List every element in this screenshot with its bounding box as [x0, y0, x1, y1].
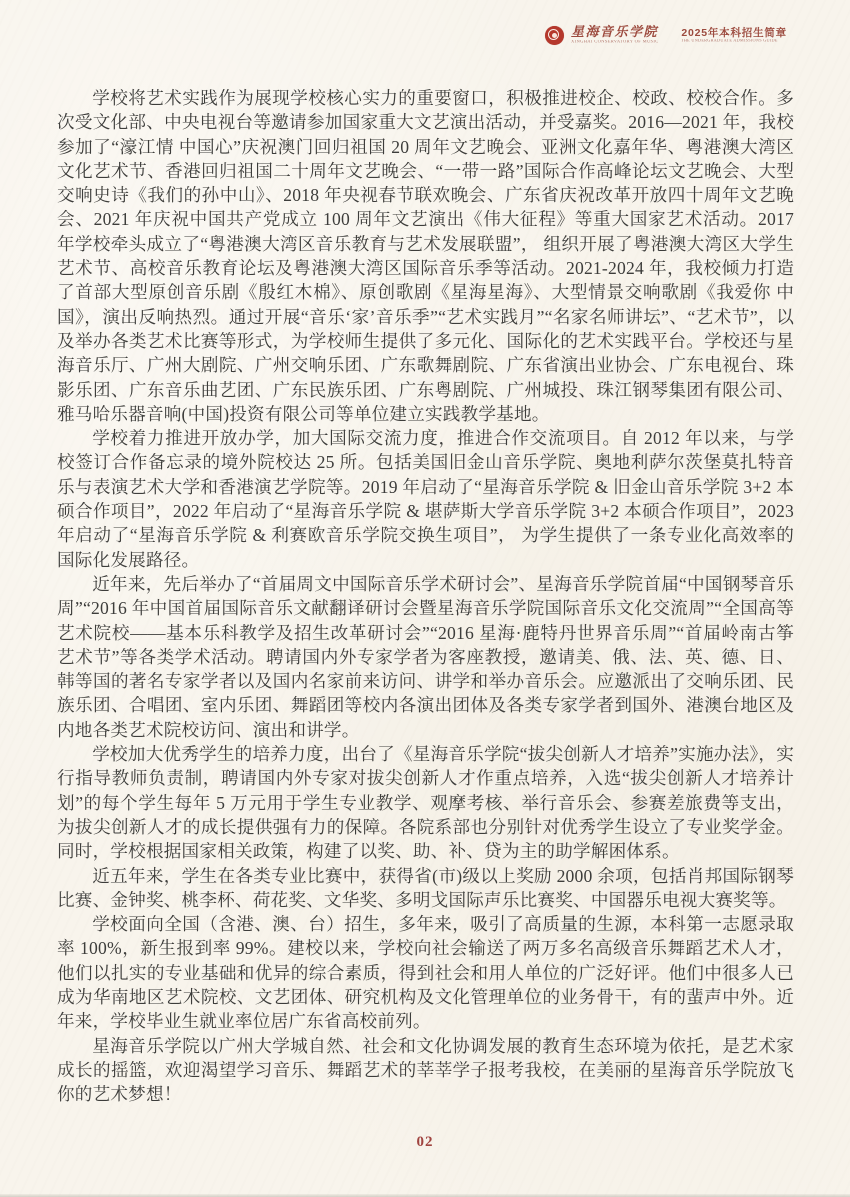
doc-title-chinese: 2025年本科招生简章	[681, 26, 787, 39]
paragraph-enrollment-quality: 学校面向全国（含港、澳、台）招生，多年来，吸引了高质量的生源，本科第一志愿录取率 100%，新生报到率 99%。建校以来，学校向社会输送了两万多名高级音乐舞蹈艺术人才，他们以扎实的专业基础和优异的综合素质，得到社会和用人单位的广泛好评。他们中很多人已成为华南地区艺术院校、文艺团体、研究机构及文化管理单位的业务骨干，有的蜚声中外。近年来，学校毕业生就业率位居广东省高校前列。	[57, 914, 794, 1032]
school-brand	[571, 26, 668, 45]
paragraph-closing-welcome: 星海音乐学院以广州大学城自然、社会和文化协调发展的教育生态环境为依托，是艺术家成长的摇篮，欢迎渴望学习音乐、舞蹈艺术的莘莘学子报考我校，在美丽的星海音乐学院放飞你的艺术梦想！	[57, 1035, 794, 1105]
paragraph-talent-cultivation: 学校加大优秀学生的培养力度，出台了《星海音乐学院“拔尖创新人才培养”实施办法》，实行指导教师负责制，聘请国内外专家对拔尖创新人才作重点培养，入选“拔尖创新人才培养计划”的每个学生每年 5 万元用于学生专业教学、观摩考核、举行音乐会、参赛差旅费等支出，为拔尖创新人才的成长提供强有力的保障。各院系部也分别针对优秀学生设立了专业奖学金。同时，学校根据国家相关政策，构建了以奖、助、补、贷为主的助学解困体系。	[57, 744, 794, 862]
school-name-english: XINGHAI CONSERVATORY OF MUSIC	[570, 39, 659, 45]
paragraph-art-practice: 学校将艺术实践作为展现学校核心实力的重要窗口，积极推进校企、校政、校校合作。多次受文化部、中央电视台等邀请参加国家重大文艺演出活动，并受嘉奖。2016—2021 年，我校参加了“濠江情 中国心”庆祝澳门回归祖国 20 周年文艺晚会、亚洲文化嘉年华、粤港澳大湾区文化艺术节、香港回归祖国二十周年文艺晚会、“一带一路”国际合作高峰论坛文艺晚会、大型交响史诗《我们的孙中山》、2018 年央视春节联欢晚会、广东省庆祝改革开放四十周年文艺晚会、2021 年庆祝中国共产党成立 100 周年文艺演出《伟大征程》等重大国家艺术活动。2017 年学校牵头成立了“粤港澳大湾区音乐教育与艺术发展联盟”， 组织开展了粤港澳大湾区大学生艺术节、高校音乐教育论坛及粤港澳大湾区国际音乐季等活动。2021-2024 年，我校倾力打造了首部大型原创音乐剧《殷红木棉》、原创歌剧《星海星海》、大型情景交响歌剧《我爱你 中国》，演出反响热烈。通过开展“音乐‘家’音乐季”“艺术实践月”“名家名师讲坛”、“艺术节”，以及举办各类艺术比赛等形式，为学校师生提供了多元化、国际化的艺术实践平台。学校还与星海音乐厅、广州大剧院、广州交响乐团、广东歌舞剧院、广东省演出业协会、广东电视台、珠影乐团、广东音乐曲艺团、广东民族乐团、广东粤剧院、广州城投、珠江钢琴集团有限公司、雅马哈乐器音响(中国)投资有限公司等单位建立实践教学基地。	[57, 88, 794, 424]
body-text	[57, 86, 794, 1106]
page-footer	[0, 1133, 850, 1151]
doc-title-english: THE UNDERGRADUATE ADMISSIONS GUIDE	[681, 38, 778, 43]
paragraph-international-exchange: 学校着力推进开放办学，加大国际交流力度，推进合作交流项目。自 2012 年以来，与学校签订合作备忘录的境外院校达 25 所。包括美国旧金山音乐学院、奥地利萨尔茨堡莫扎特音乐与表演艺术大学和香港演艺学院等。2019 年启动了“星海音乐学院 & 旧金山音乐学院 3+2 本硕合作项目”，2022 年启动了“星海音乐学院 & 堪萨斯大学音乐学院 3+2 本硕合作项目”，2023 年启动了“星海音乐学院 & 利赛欧音乐学院交换生项目”， 为学生提供了一条专业化高效率的国际化发展路径。	[57, 428, 794, 570]
document-title	[681, 27, 795, 45]
school-name-calligraphy: 星海音乐学院	[570, 25, 658, 41]
page-number: 02	[416, 1134, 434, 1150]
paragraph-academic-events: 近年来，先后举办了“首届周文中国际音乐学术研讨会”、星海音乐学院首届“中国钢琴音乐周”“2016 年中国首届国际音乐文献翻译研讨会暨星海音乐学院国际音乐文化交流周”“全国高等艺术院校——基本乐科教学及招生改革研讨会”“2016 星海·鹿特丹世界音乐周”“首届岭南古筝艺术节”等各类学术活动。聘请国内外专家学者为客座教授，邀请美、俄、法、英、德、日、韩等国的著名专家学者以及国内名家前来访问、讲学和举办音乐会。应邀派出了交响乐团、民族乐团、合唱团、室内乐团、舞蹈团等校内各演出团体及各类专家学者到国外、港澳台地区及内地各类艺术院校访问、演出和讲学。	[57, 573, 794, 740]
page-header	[545, 26, 795, 45]
school-seal-icon	[545, 26, 564, 45]
paragraph-student-awards: 近五年来，学生在各类专业比赛中，获得省(市)级以上奖励 2000 余项，包括肖邦国际钢琴比赛、金钟奖、桃李杯、荷花奖、文华奖、多明戈国际声乐比赛奖、中国器乐电视大赛奖等。	[57, 865, 794, 910]
